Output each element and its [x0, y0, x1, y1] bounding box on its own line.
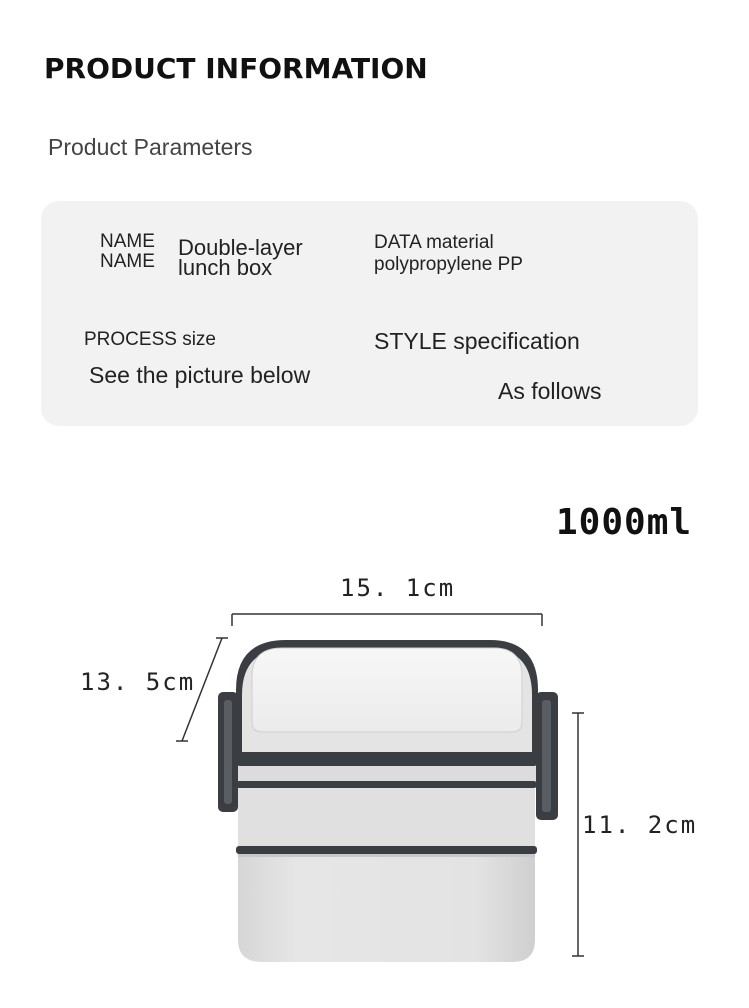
page-title: PRODUCT INFORMATION — [44, 52, 428, 85]
capacity-label: 1000ml — [556, 502, 693, 543]
lower-layer-band — [236, 846, 537, 854]
name-value-line-2: lunch box — [178, 255, 273, 280]
width-dimension-label: 15. 1cm — [340, 574, 456, 602]
data-material-label: DATA material — [374, 232, 494, 253]
name-label-2: NAME — [100, 251, 155, 272]
process-size-label: PROCESS size — [84, 329, 216, 350]
left-clip — [218, 692, 238, 812]
upper-layer-band — [236, 781, 537, 788]
lid-top-panel — [252, 648, 522, 732]
style-specification-value: As follows — [498, 378, 602, 404]
name-value-line-1: Double-layer — [178, 235, 303, 260]
depth-dimension-label: 13. 5cm — [80, 668, 196, 696]
right-clip — [536, 692, 558, 820]
height-dimension-line — [572, 713, 584, 956]
style-specification-label: STYLE specification — [374, 328, 580, 354]
section-subtitle: Product Parameters — [48, 134, 253, 160]
process-size-value: See the picture below — [89, 362, 311, 388]
name-label-1: NAME — [100, 231, 155, 252]
data-material-value: polypropylene PP — [374, 254, 523, 275]
width-dimension-line — [232, 614, 542, 626]
height-dimension-label: 11. 2cm — [582, 811, 698, 839]
